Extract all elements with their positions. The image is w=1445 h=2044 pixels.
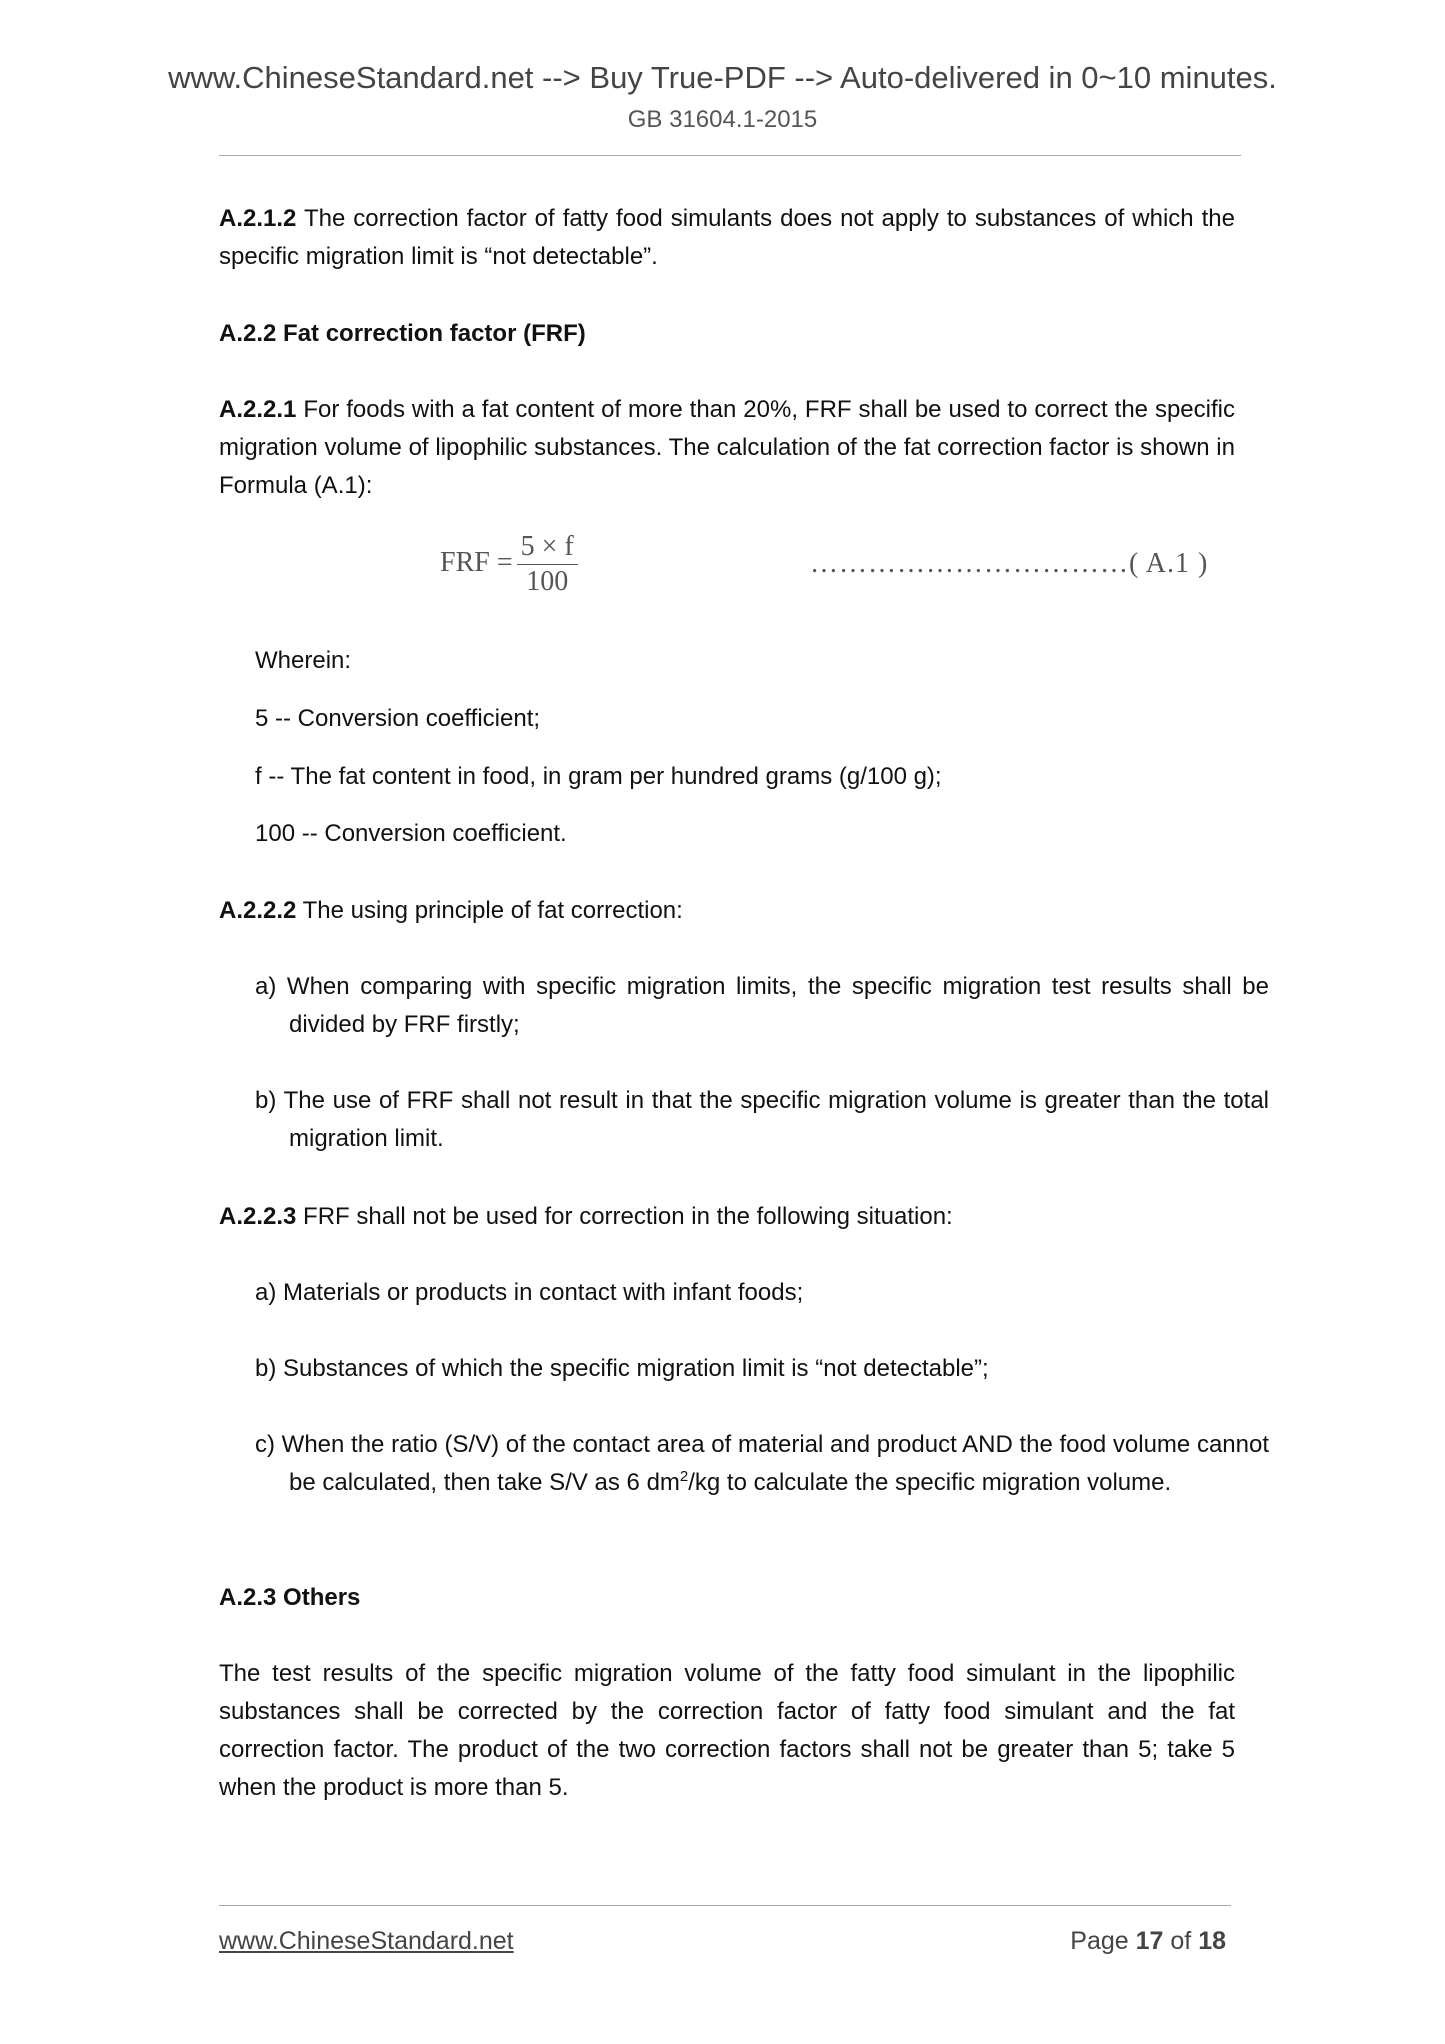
heading-a2-2: A.2.2 Fat correction factor (FRF) [219,320,586,347]
standard-number: GB 31604.1-2015 [627,106,818,133]
clause-a2-1-2 [219,200,1235,276]
list-item: a) When comparing with specific migration limits, the specific migration test results shall be divided by FRF firstly; [255,973,1269,1038]
superscript: 2 [679,1468,689,1485]
formula-numerator: 5 × f [517,530,578,565]
header-divider [219,155,1241,156]
page-label: Page [1070,1927,1136,1955]
page-current: 17 [1135,1927,1164,1955]
page-total: 18 [1198,1927,1226,1955]
clause-number: A.2.2.2 [219,897,297,924]
clause-text: For foods with a fat content of more than 20%, FRF shall be used to correct the specific migration volume of lipophilic substances. The calculation of the fat correction factor is shown in Formula (A.1): [219,396,1235,499]
page-of: of [1163,1927,1199,1955]
formula-number [810,548,1208,580]
clause-a2-2-3 [219,1198,1235,1236]
page-indicator [1058,1927,1226,1956]
formula-fraction [517,530,578,599]
formula-lhs: FRF = [440,546,513,578]
heading-a2-3: A.2.3 Others [219,1584,361,1611]
clause-a2-2-2 [219,892,1235,930]
clause-text: FRF shall not be used for correction in the following situation: [296,1203,953,1230]
formula-a1 [440,530,578,599]
list-item: b) The use of FRF shall not result in that the specific migration volume is greater than the total migration limit. [255,1087,1269,1152]
definition-item: 5 -- Conversion coefficient; [255,705,541,732]
clause-number: A.2.2.3 [219,1203,297,1230]
definition-item: 100 -- Conversion coefficient. [255,820,567,847]
list-text: c) When the ratio (S/V) of the contact area of material and product AND the food volume cannot be calculated, then take S/V as 6 dm [255,1431,1269,1496]
list-item: a) Materials or products in contact with infant foods; [255,1279,804,1306]
leader-dots: …………………………… [810,548,1129,579]
footer-link[interactable]: www.ChineseStandard.net [219,1927,514,1955]
paragraph-a2-3: The test results of the specific migration volume of the fatty food simulant in the lipophilic substances shall be corrected by the correction factor of fatty food simulant and the fat correction factor. The product of the two correction factors shall not be greater than 5; take 5 when the product is more than 5. [219,1660,1235,1801]
definition-item: f -- The fat content in food, in gram per hundred grams (g/100 g); [255,763,942,790]
equation-number: ( A.1 ) [1129,548,1209,579]
footer-divider [219,1905,1231,1906]
list-item: b) Substances of which the specific migration limit is “not detectable”; [255,1355,989,1382]
clause-number: A.2.2.1 [219,396,297,423]
header-banner: www.ChineseStandard.net --> Buy True-PDF --> Auto-delivered in 0~10 minutes. [168,60,1277,95]
clause-a2-2-1 [219,391,1235,505]
clause-text: The using principle of fat correction: [296,897,683,924]
list-text: /kg to calculate the specific migration volume. [688,1469,1172,1496]
clause-number: A.2.1.2 [219,205,297,232]
wherein-label: Wherein: [255,647,352,674]
formula-denominator: 100 [526,566,569,597]
list-item [255,1426,1269,1502]
clause-text: The correction factor of fatty food simulants does not apply to substances of which the specific migration limit is “not detectable”. [219,205,1235,270]
